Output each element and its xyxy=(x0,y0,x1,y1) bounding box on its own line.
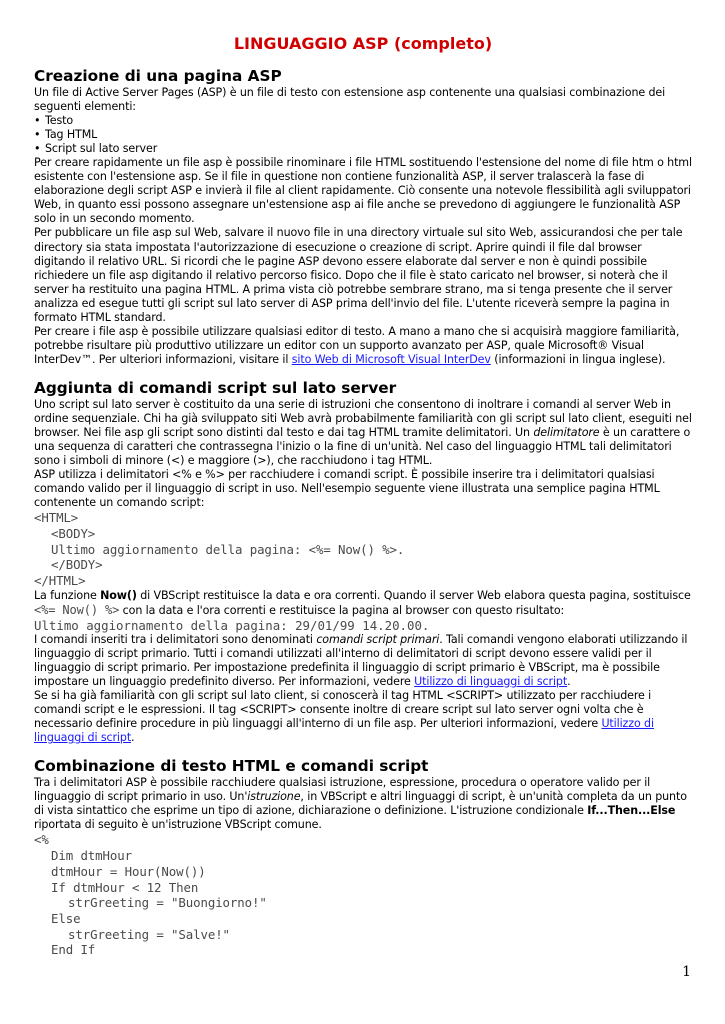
section-heading-aggiunta: Aggiunta di comandi script sul lato server xyxy=(34,378,397,397)
paragraph: Uno script sul lato server è costituito da una serie di istruzioni che consentono di inoltrare i comandi al server Web in ordine sequenziale. Chi ha già sviluppato siti Web avrà probabilmente familiarità con gli script sul lato client, eseguiti nel browser. Nei file asp gli script sono distinti dal testo e dai tag HTML tramite delimitatori. Un delimitatore è un carattere o una sequenza di caratteri che contrassegna l'inizio o la fine di un'unità. Nel caso del linguaggio HTML tali delimitatori sono i simboli di minore (<) e maggiore (>), che racchiudono i tag HTML. xyxy=(34,397,692,468)
bullet-list xyxy=(34,114,692,156)
link-visual-interdev[interactable]: sito Web di Microsoft Visual InterDev xyxy=(291,352,491,366)
paragraph: La funzione Now() di VBScript restituisce la data e ora correnti. Quando il server Web elabora questa pagina, sostituisce <%= Now() %> con la data e l'ora correnti e restituisce la pagina al browser con questo risultato: xyxy=(34,588,691,617)
code-line: <HTML> xyxy=(34,510,79,526)
code-line: </BODY> xyxy=(51,557,103,573)
bullet-icon: • xyxy=(34,128,41,142)
section-heading-creazione: Creazione di una pagina ASP xyxy=(34,67,282,85)
code-line: dtmHour = Hour(Now()) xyxy=(51,863,206,879)
code-line: strGreeting = "Salve!" xyxy=(68,926,230,942)
code-block xyxy=(34,832,692,958)
code-block xyxy=(34,510,692,589)
bullet-icon: • xyxy=(34,114,41,128)
code-line: If dtmHour < 12 Then xyxy=(51,879,199,895)
list-item: • Script sul lato server xyxy=(34,142,158,156)
list-item: • Testo xyxy=(34,114,74,128)
bullet-icon: • xyxy=(34,142,41,156)
paragraph: Se si ha già familiarità con gli script sul lato client, si conoscerà il tag HTML <SCRIPT> utilizzato per racchiudere i comandi script e le espressioni. Il tag <SCRIPT> consente inoltre di creare script sul lato server ogni volta che è necessario definire procedure in più linguaggi all'interno di un file asp. Per ulteriori informazioni, vedere Utilizzo di linguaggi di script. xyxy=(34,689,654,745)
code-line: </HTML> xyxy=(34,573,86,589)
section-heading-combinazione: Combinazione di testo HTML e comandi script xyxy=(34,757,429,776)
output-result: Ultimo aggiornamento della pagina: 29/01/99 14.20.00. xyxy=(34,617,430,633)
paragraph: Per pubblicare un file asp sul Web, salvare il nuovo file in una directory virtuale sul sito Web, assicurandosi che per tale directory sia stata impostata l'autorizzazione di esecuzione o creazione di script. Aprire quindi il file dal browser digitando il relativo URL. Si ricordi che le pagine ASP devono essere elaborate dal server e non è quindi possibile richiedere un file asp digitando il relativo percorso fisico. Dopo che il file è stato caricato nel browser, si noterà che il server ha restituito una pagina HTML. A prima vista ciò potrebbe sembrare strano, ma si tenga presente che il server analizza ed esegue tutti gli script sul lato server di ASP prima dell'invio del file. L'utente riceverà sempre la pagina in formato HTML standard. xyxy=(34,226,683,324)
code-line: <BODY> xyxy=(51,526,96,542)
code-line: Dim dtmHour xyxy=(51,848,132,864)
document-content xyxy=(34,34,692,958)
link-utilizzo-linguaggi[interactable]: Utilizzo di linguaggi di script xyxy=(414,675,568,689)
code-line: Else xyxy=(51,911,81,926)
paragraph: ASP utilizza i delimitatori <% e %> per racchiudere i comandi script. È possibile inserire tra i delimitatori qualsiasi comando valido per il linguaggio di script in uso. Nell'esempio seguente viene illustrata una semplice pagina HTML contenente un comando script: xyxy=(34,468,660,510)
code-line: End If xyxy=(51,942,96,958)
document-title: LINGUAGGIO ASP (completo) xyxy=(233,34,493,53)
list-item: • Tag HTML xyxy=(34,128,98,142)
code-line: strGreeting = "Buongiorno!" xyxy=(68,895,267,911)
link-utilizzo-linguaggi-2[interactable]: Utilizzo di linguaggi di script xyxy=(34,717,654,745)
code-line: Ultimo aggiornamento della pagina: <%= Now() %>. xyxy=(51,541,405,557)
paragraph: I comandi inseriti tra i delimitatori sono denominati comandi script primari. Tali comandi vengono elaborati utilizzando il linguaggio di script primario. Tutti i comandi utilizzati all'interno di delimitatori di script devono essere validi per il linguaggio di script primario. Per impostazione predefinita il linguaggio di script primario è VBScript, ma è possibile impostare un linguaggio predefinito diverso. Per informazioni, vedere Utilizzo di linguaggi di script. xyxy=(34,632,688,689)
page-number: 1 xyxy=(682,964,691,980)
paragraph: Tra i delimitatori ASP è possibile racchiudere qualsiasi istruzione, espressione, procedura o operatore valido per il linguaggio di script primario in uso. Un'istruzione, in VBScript e altri linguaggi di script, è un'unità completa da un punto di vista sintattico che esprime un tipo di azione, dichiarazione o definizione. L'istruzione condizionale If...Then...Else riportata di seguito è un'istruzione VBScript comune. xyxy=(34,776,687,832)
paragraph: Un file di Active Server Pages (ASP) è un file di testo con estensione asp contenente una qualsiasi combinazione dei seguenti elementi: xyxy=(34,86,666,114)
code-line: <% xyxy=(34,832,49,848)
paragraph: Per creare i file asp è possibile utilizzare qualsiasi editor di testo. A mano a mano che si acquisirà maggiore familiarità, potrebbe risultare più produttivo utilizzare un editor con un supporto avanzato per ASP, quale Microsoft® Visual InterDev™. Per ulteriori informazioni, visitare il sito Web di Microsoft Visual InterDev (informazioni in lingua inglese). xyxy=(34,324,680,366)
paragraph: Per creare rapidamente un file asp è possibile rinominare i file HTML sostituendo l'estensione del nome di file htm o html esistente con l'estensione asp. Se il file in questione non contiene funzionalità ASP, il server tralascerà la fase di elaborazione degli script ASP e invierà il file al client rapidamente. Ciò consente una notevole flessibilità agli sviluppatori Web, in quanto essi possono assegnare un'estensione asp ai file anche se prevedono di aggiungere le funzionalità ASP solo in un secondo momento. xyxy=(34,156,692,226)
